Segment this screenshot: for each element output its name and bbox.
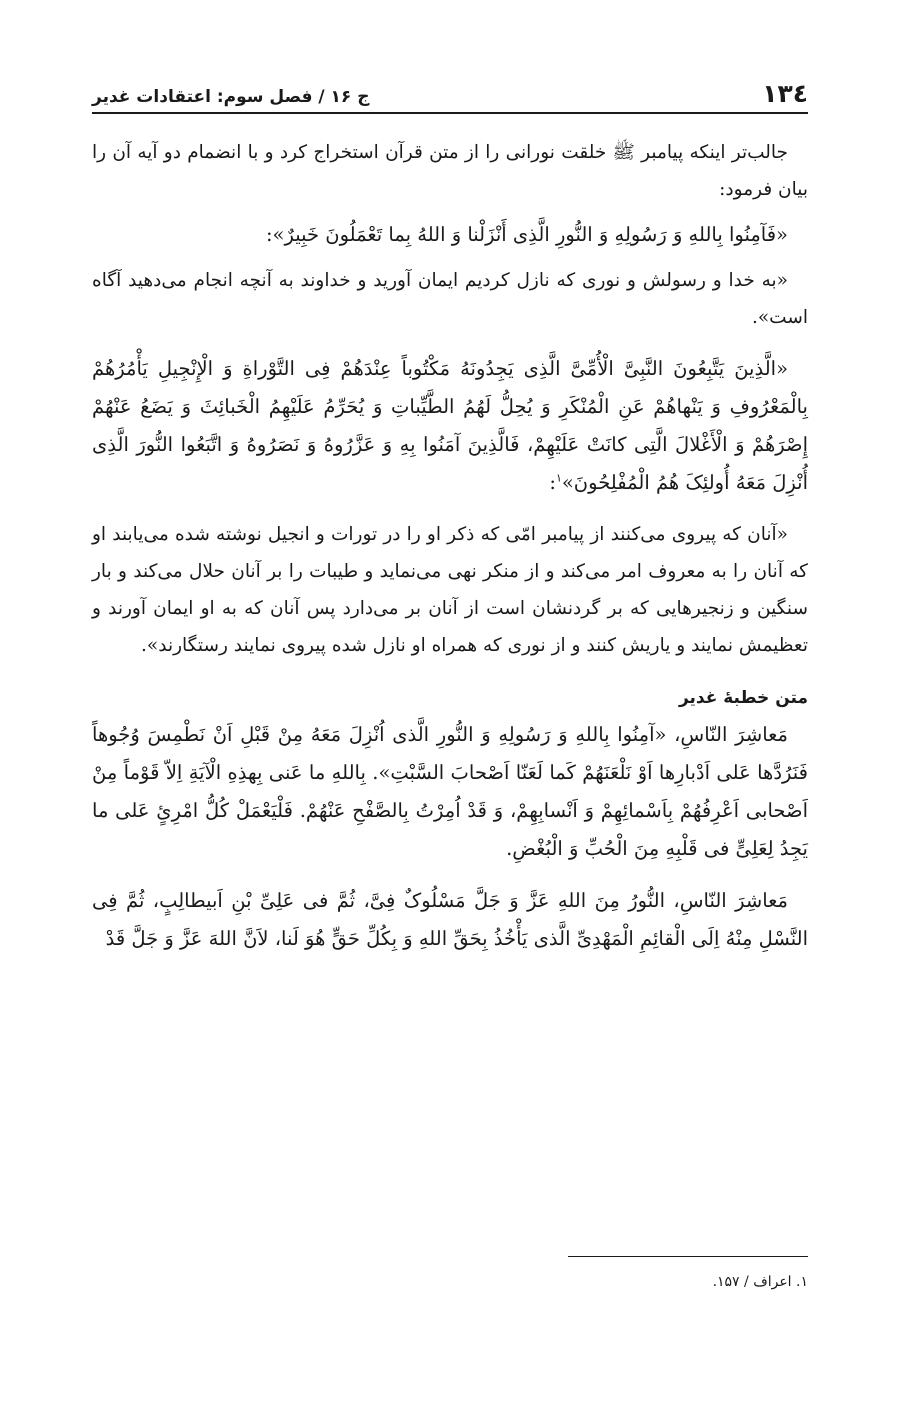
quran-verse-1: «فَآمِنُوا بِاللهِ وَ رَسُولِهِ وَ النُّورِ الَّذِی أَنْزَلْنا وَ اللهُ بِما تَعْمَلُونَ خَبِیرٌ»: xyxy=(265,223,788,246)
quran-verse-2-text: «الَّذِینَ یَتَّبِعُونَ النَّبِیَّ الْأُمِّیَّ الَّذِی یَجِدُونَهُ مَکْتُوباً عِنْدَهُمْ فِی التَّوْراةِ وَ الْإِنْجِیلِ یَأْمُرُهُمْ بِالْمَعْرُوفِ وَ یَنْهاهُمْ عَنِ الْمُنْکَرِ وَ یُحِلُّ لَهُمُ الطَّیِّباتِ وَ یُحَرِّمُ عَلَیْهِمُ الْخَبائِثَ وَ یَضَعُ عَنْهُمْ إِصْرَهُمْ وَ الْأَغْلالَ الَّتِی کانَتْ عَلَیْهِمْ، فَالَّذِینَ آمَنُوا بِهِ وَ عَزَّرُوهُ وَ نَصَرُوهُ وَ اتَّبَعُوا النُّورَ الَّذِی أُنْزِلَ مَعَهُ أُولئِکَ هُمُ الْمُفْلِحُونَ» xyxy=(92,357,808,494)
quran-verse-2-suffix: : xyxy=(549,471,556,494)
sermon-paragraph: مَعاشِرَ النّاسِ، النُّورُ مِنَ اللهِ عَزَّ وَ جَلَّ مَسْلُوکٌ فِیَّ، ثُمَّ فی عَلِیِّ بْنِ اَبیطالِبٍ، ثُمَّ فِی النَّسْلِ مِنْهُ اِلَی الْقائِمِ الْمَهْدِیِّ الَّذی یَأْخُذُ بِحَقِّ اللهِ وَ بِکُلِّ حَقٍّ هُوَ لَنا، لاَنَّ اللهَ عَزَّ وَ جَلَّ قَدْ xyxy=(92,889,808,950)
footnote-divider xyxy=(568,1256,808,1257)
verse-2-translation: «آنان که پیروی می‌کنند از پیامبر امّی که ذکر او را در تورات و انجیل نوشته شده می‌یابند او که آنان را به معروف امر می‌کند و از منکر نهی می‌نماید و طیبات را بر آنان حلال می‌کند و بار سنگین و زنجیرهایی که بر گردنشان است از آنان بر می‌دارد پس آنان که به او ایمان آورند و تعظیمش نمایند و یاریش کنند و از نوری که همراه او نازل شده پیروی نمایند رستگارند». xyxy=(92,524,808,656)
verse-1-translation: «به خدا و رسولش و نوری که نازل کردیم ایمان آورید و خداوند به آنچه انجام می‌دهید آگاه است». xyxy=(92,270,808,328)
quran-verse-2 xyxy=(92,350,808,502)
running-head xyxy=(92,68,808,114)
intro-paragraph: جالب‌تر اینکه پیامبر ﷺ خلقت نورانی را از متن قرآن استخراج کرد و با انضمام دو آیه آن را بیان فرمود: xyxy=(92,142,808,200)
running-title: ج ۱۶ / فصل سوم: اعتقادات غدیر xyxy=(92,87,370,107)
section-heading: متن خطبهٔ غدیر xyxy=(678,688,808,708)
page-number: ۱۳٤ xyxy=(762,79,808,108)
body-text xyxy=(92,134,808,958)
sermon-paragraph: مَعاشِرَ النّاسِ، «آمِنُوا بِاللهِ وَ رَسُولِهِ وَ النُّورِ الَّذی اُنْزِلَ مَعَهُ مِنْ قَبْلِ اَنْ نَطْمِسَ وُجُوهاً فَنَرُدَّها عَلی اَدْبارِها اَوْ نَلْعَنَهُمْ کَما لَعَنّا اَصْحابَ السَّبْتِ». بِاللهِ ما عَنی بِهذِهِ الْآیَةِ اِلاّ قَوْماً مِنْ اَصْحابی اَعْرِفُهُمْ بِاَسْمائِهِمْ وَ اَنْسابِهِمْ، وَ قَدْ اُمِرْتُ بِالصَّفْحِ عَنْهُمْ. فَلْیَعْمَلْ کُلُّ امْرِئٍ عَلی ما یَجِدُ لِعَلِیٍّ فی قَلْبِهِ مِنَ الْحُبِّ وَ الْبُغْضِ. xyxy=(92,723,808,860)
footnote-marker[interactable]: ۱ xyxy=(555,471,562,485)
page xyxy=(92,68,808,972)
footnote: ۱. اعراف / ۱۵۷. xyxy=(712,1274,808,1290)
